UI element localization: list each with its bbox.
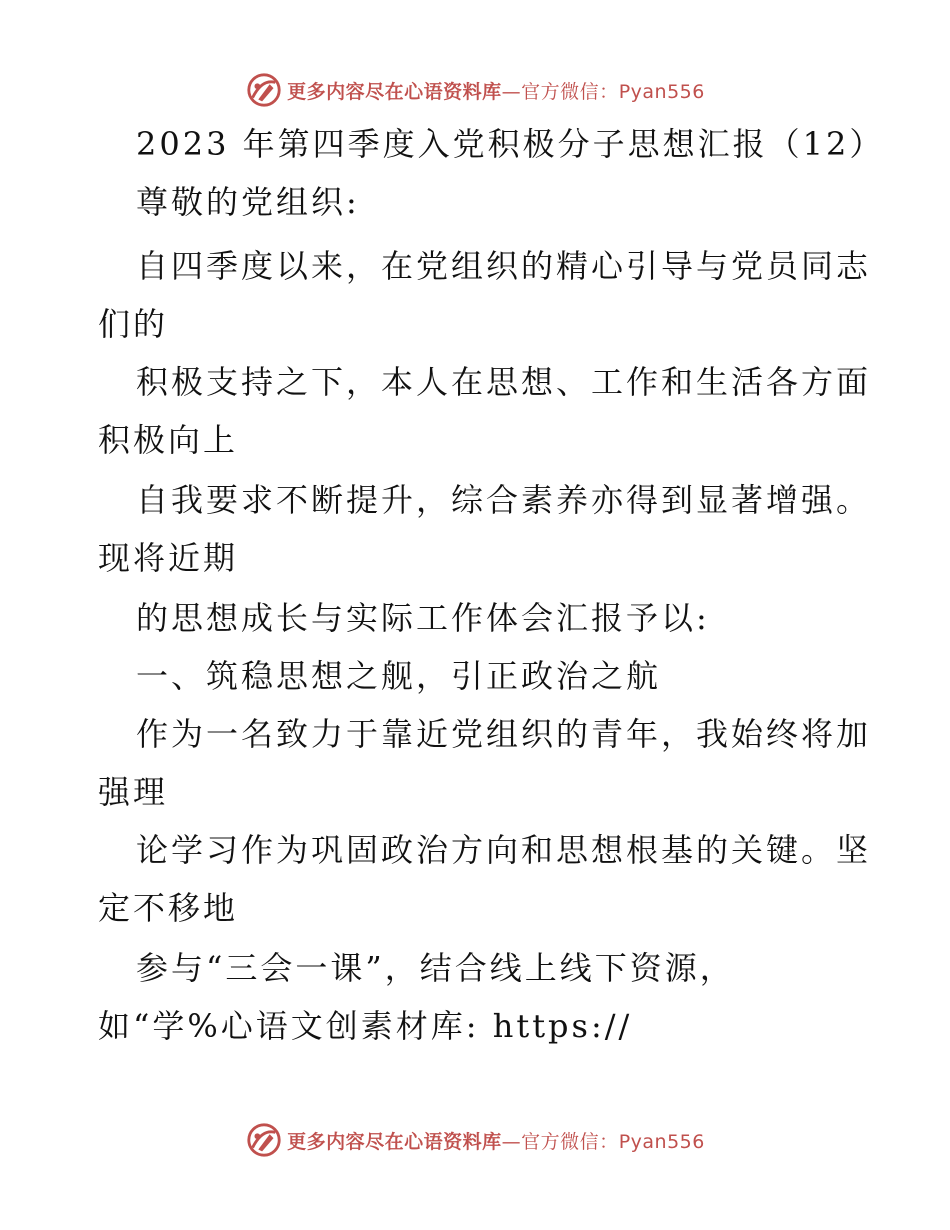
paragraph-line: 自四季度以来，在党组织的精心引导与党员同志 <box>136 247 872 285</box>
header-banner-sub: 官方微信： <box>521 80 619 103</box>
paragraph-line: 作为一名致力于靠近党组织的青年，我始终将加 <box>136 715 872 753</box>
footer-banner-id: Pyan556 <box>618 1130 705 1153</box>
header-banner-text <box>287 77 705 104</box>
salutation: 尊敬的党组织: <box>136 183 360 221</box>
paragraph-line: 积极向上 <box>98 421 239 459</box>
footer-banner-dash: — <box>501 1130 522 1153</box>
paragraph-line: 参与“三会一课”，结合线上线下资源， <box>136 949 735 987</box>
paragraph-line: 定不移地 <box>98 889 239 927</box>
footer-banner-main: 更多内容尽在心语资料库 <box>287 1130 502 1153</box>
xinyu-logo-icon <box>245 1121 283 1159</box>
header-banner <box>0 68 950 112</box>
paragraph-line: 现将近期 <box>98 539 239 577</box>
header-banner-dash: — <box>501 80 522 103</box>
xinyu-logo-icon <box>245 71 283 109</box>
footer-banner-sub: 官方微信： <box>521 1130 619 1153</box>
paragraph-line: 论学习作为巩固政治方向和思想根基的关键。坚 <box>136 831 872 869</box>
footer-banner <box>0 1118 950 1162</box>
footer-banner-text <box>287 1127 705 1154</box>
header-banner-id: Pyan556 <box>618 80 705 103</box>
paragraph-line: 自我要求不断提升，综合素养亦得到显著增强。 <box>136 481 872 519</box>
section-heading: 一、筑稳思想之舰，引正政治之航 <box>136 657 662 695</box>
paragraph-line: 的思想成长与实际工作体会汇报予以: <box>136 599 710 637</box>
paragraph-line: 积极支持之下，本人在思想、工作和生活各方面 <box>136 363 872 401</box>
document-title: 2023 年第四季度入党积极分子思想汇报（12） <box>136 125 885 163</box>
paragraph-line: 们的 <box>98 305 169 343</box>
paragraph-line: 强理 <box>98 773 169 811</box>
paragraph-line: 如“学%心语文创素材库: https:// <box>98 1007 633 1045</box>
header-banner-main: 更多内容尽在心语资料库 <box>287 80 502 103</box>
